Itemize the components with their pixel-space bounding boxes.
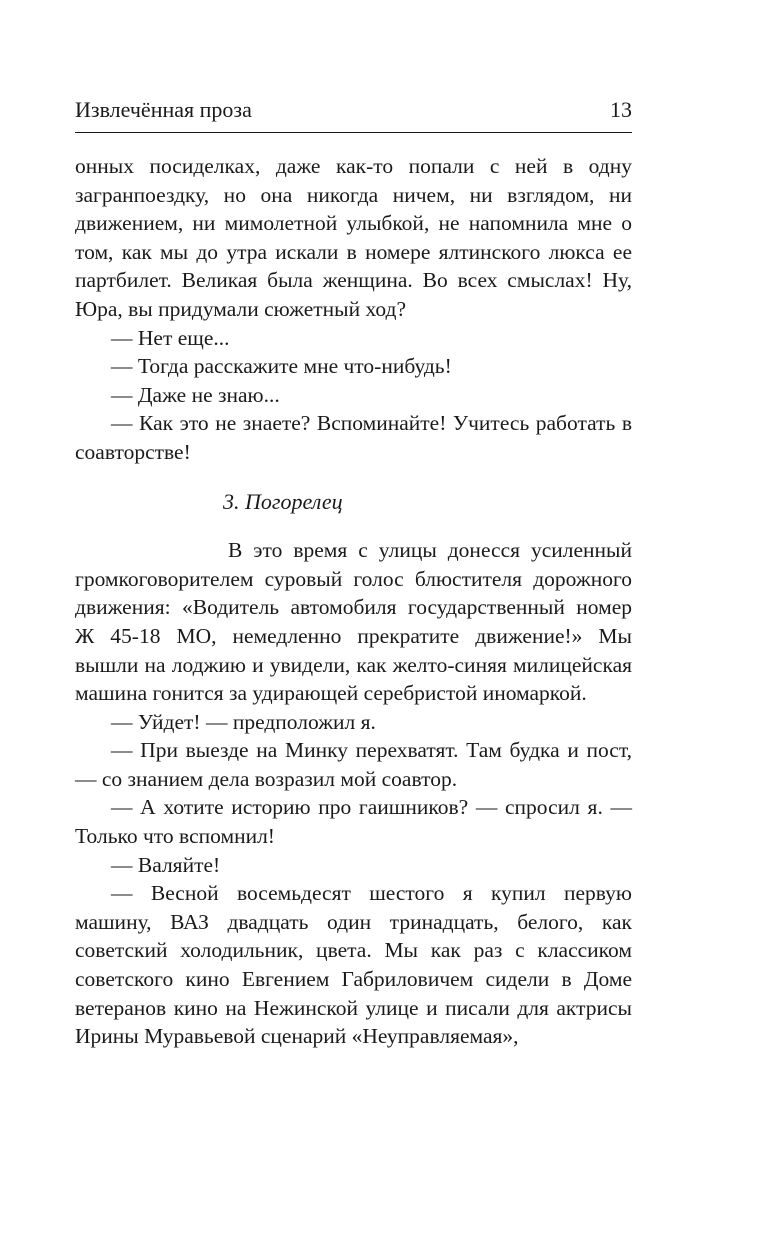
paragraph: онных посиделках, даже как-то попали с ней в одну загранпоездку, но она никогда ничем, ни взглядом, ни движением, ни мимолетной улыбкой, не напомнила мне о том, как мы до утра искали в номере ялтинского люкса ее партбилет. Великая была женщина. Во всех смыслах! Ну, Юра, вы придумали сюжетный ход? xyxy=(75,154,632,321)
running-header xyxy=(75,96,632,124)
dialogue-line: — Как это не знаете? Вспоминайте! Учитесь работать в соавторстве! xyxy=(75,411,632,464)
dialogue-line: — Валяйте! xyxy=(111,852,221,877)
dialogue-line: — Нет еще... xyxy=(111,325,230,350)
chapter-title: 3. Погорелец xyxy=(223,488,343,514)
body-text xyxy=(75,152,632,1051)
dialogue-line: — Уйдет! — предположил я. xyxy=(111,709,376,734)
page-number: 13 xyxy=(610,97,632,122)
dialogue-line: — Тогда расскажите мне что-нибудь! xyxy=(111,354,452,379)
dialogue-line: — При выезде на Минку перехватят. Там будка и пост, — со знанием дела возразил мой соавтор. xyxy=(75,738,632,791)
dialogue-line: — А хотите историю про гаишников? — спросил я. — Только что вспомнил! xyxy=(75,795,632,849)
header-rule xyxy=(75,132,632,133)
dialogue-line: — Даже не знаю... xyxy=(111,382,280,407)
paragraph: В это время с улицы донесся усиленный громкоговорителем суровый голос блюстителя дорожного движения: «Водитель автомобиля государственный номер Ж 45-18 МО, немедленно прекратите движение!» Мы вышли на лоджию и увидели, как желто-синяя милицейская машина гонится за удирающей серебристой иномаркой. xyxy=(75,538,632,706)
dialogue-line: — Весной восемьдесят шестого я купил первую машину, ВАЗ двадцать один тринадцать, белого, как советский холодильник, цвета. Мы как раз с классиком советского кино Евгением Габриловичем сидели в Доме ветеранов кино на Нежинской улице и писали для актрисы Ирины Муравьевой сценарий «Неуправляемая», xyxy=(75,881,632,1049)
book-title: Извлечённая проза xyxy=(75,97,252,122)
